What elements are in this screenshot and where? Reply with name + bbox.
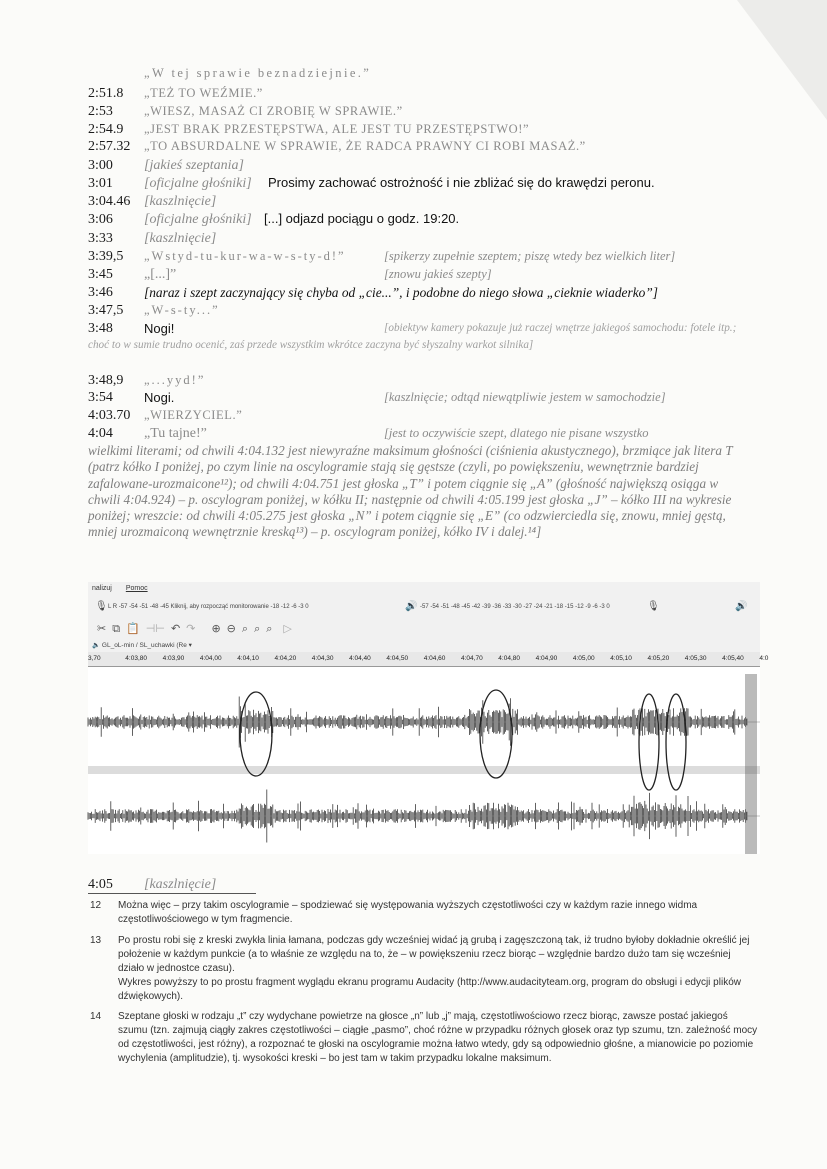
timestamp: 3:47,5 (88, 303, 124, 318)
copy-icon[interactable]: ⧉ (112, 623, 121, 635)
ruler-tick-label: 4:04,40 (349, 655, 371, 662)
cut-icon[interactable]: ✂ (97, 623, 107, 635)
chevron-down-icon[interactable]: ▾ (186, 642, 192, 649)
ruler-tick-label: 4:04,90 (535, 655, 558, 662)
timestamp: 4:05 (88, 877, 113, 892)
transcript-text: „TO ABSURDALNE W SPRAWIE, ŻE RADCA PRAWNY CI ROBI MASAŻ.” (144, 139, 586, 153)
timestamp: 3:01 (88, 176, 113, 191)
ruler-tick-label: 4:05,40 (722, 655, 744, 662)
transcript-note: [jest to oczywiście szept, dlatego nie pisane wszystko (384, 426, 649, 440)
playback-meter-scale[interactable]: -57 -54 -51 -48 -45 -42 -39 -36 -33 -30 -27 -24 -21 -18 -15 -12 -9 -6 -3 0 (420, 604, 610, 610)
paste-icon[interactable]: 📋 (126, 623, 140, 635)
transcript-text: „W-s-ty...” (144, 303, 220, 317)
speaker-icon: 🔈 (92, 642, 101, 649)
timestamp: 3:06 (88, 212, 113, 227)
ruler-tick-label: 4:05,30 (684, 655, 707, 662)
transcript-text: [kaszlnięcie] (144, 877, 217, 892)
footnote-14 (90, 1010, 762, 1080)
ruler-tick-label: 4:04,20 (274, 655, 297, 662)
footnote-13 (90, 934, 762, 1004)
transcript-note: [oficjalne głośniki] (144, 176, 252, 191)
transcript-note: [znowu jakieś szepty] (384, 267, 492, 281)
ruler-tick-label: 4:03,80 (125, 655, 147, 662)
meter-toolbar (88, 596, 760, 620)
timestamp: 3:48 (88, 321, 113, 336)
ruler-tick-label: 4:04,10 (237, 655, 259, 662)
footnote-number: 14 (90, 1011, 102, 1022)
ruler-tick-label: 4:04,00 (199, 655, 222, 662)
transcript-text: [jakieś szeptania] (144, 158, 244, 173)
ruler-tick-label: 4:05,20 (647, 655, 670, 662)
ruler-tick-label: 4:04,70 (461, 655, 483, 662)
transcript-note: [kaszlnięcie; odtąd niewątpliwie jestem w samochodzie] (384, 390, 666, 404)
timestamp: 3:33 (88, 231, 113, 246)
page-corner-fold (737, 0, 827, 120)
edit-toolbar (88, 620, 760, 640)
ruler-tick-label: 4:04,50 (386, 655, 409, 662)
footnote-separator (88, 893, 256, 894)
device-select[interactable]: GL_oL-min / SL_uchawki (Re (101, 642, 187, 649)
footnote-number: 12 (90, 900, 102, 911)
ruler-tick-label: 4:05,10 (610, 655, 632, 662)
transcript-note: [obiektyw kamery pokazuje już raczej wnętrze jakiegoś samochodu: fotele itp.; choć to w sumie trudno ocenić, zaś przede wszystkim wkrótce zaczyna być słyszalny warkot silnika] (88, 322, 737, 351)
speaker-icon[interactable]: 🔊 (405, 601, 418, 612)
timeline-ruler[interactable] (88, 652, 769, 667)
timestamp: 2:51.8 (88, 86, 124, 101)
footnote-text: Można więc – przy takim oscylogramie – spodziewać się występowania wyższych częstotliwości czy w każdym razie innego widma częstotliwościowego w tym fragmencie. (118, 900, 698, 925)
timestamp: 2:53 (88, 104, 113, 119)
zoom-fit-icon[interactable]: ⌕ (254, 623, 261, 635)
ruler-tick-label: 3,70 (88, 655, 101, 662)
transcript-text: „...yyd!” (144, 373, 206, 387)
menu-item-analyze[interactable]: nalizuj (92, 585, 112, 592)
timestamp: 3:04.46 (88, 194, 131, 209)
ruler-tick-label: 4:04,60 (423, 655, 446, 662)
waveform-area[interactable] (88, 674, 760, 854)
timestamp: 2:57.32 (88, 139, 131, 154)
footnote-text: Wykres powyższy to po prostu fragment wyglądu ekranu programu Audacity (http://www.audacityteam.org, program do obsługi i edycji plików dźwiękowych). (118, 977, 741, 1002)
footnote-12 (90, 899, 762, 929)
footnote-number: 13 (90, 935, 102, 946)
speaker-volume-icon[interactable]: 🔊 (735, 601, 748, 612)
transcript-text: Nogi! (144, 321, 175, 336)
transcript-text: „TEŻ TO WEŹMIE.” (144, 86, 263, 100)
menu-item-help[interactable]: Pomoc (125, 585, 148, 592)
timestamp: 3:46 (88, 285, 113, 300)
transcript-text: „Wstyd-tu-kur-wa-w-s-ty-d!” (144, 249, 346, 263)
zoom-selection-icon[interactable]: ⌕ (241, 623, 249, 635)
menu-bar (88, 582, 760, 596)
zoom-out-icon[interactable]: ⊖ (226, 623, 236, 635)
transcript-text: [kaszlnięcie] (144, 194, 217, 209)
timestamp: 4:03.70 (88, 408, 131, 423)
transcript-text: [kaszlnięcie] (144, 231, 217, 246)
transcript-text: „WIESZ, MASAŻ CI ZROBIĘ W SPRAWIE.” (144, 104, 403, 118)
transcript-line-0: „W tej sprawie beznadziejnie.” (144, 66, 372, 80)
timestamp: 3:39,5 (88, 249, 124, 264)
ruler-tick-label: 4:03,90 (162, 655, 185, 662)
footnote-body (118, 934, 758, 1004)
trim-icon[interactable]: ⊣⊢ (145, 623, 165, 635)
transcript-text: „[...]” (144, 267, 177, 282)
footnote-text: Szeptane głoski w rodzaju „t” czy wydychane powietrze na głosce „n” lub „j” mają, częstotliwościowo rzecz biorąc, zawsze postać jakiegoś szumu (tzn. zajmują ciągły zakres częstotliwości – ciągłe „pasmo”, choć różne w przypadku różnych głosek oraz typ szumu, tzn. zależność mocy od częstotliwości, jest różny), a rozpoznać te głoski na oscylogramie można łatwo wtedy, gdy są odpowiednio głośne, a mianowicie po poziomie wychylenia (amplitudzie), tj. wysokości kreski – bo jest tam w takim przypadku lokalne maksimum. (118, 1011, 758, 1064)
ruler-tick-label: 4:0 (759, 655, 769, 662)
play-at-speed-icon[interactable]: ▷ (283, 623, 292, 635)
timestamp: 3:45 (88, 267, 113, 282)
transcript-text: „Tu tajne!” (144, 426, 207, 441)
transcript-text: Nogi. (144, 390, 175, 405)
zoom-in-icon[interactable]: ⊕ (211, 623, 221, 635)
ruler-tick-label: 4:04,30 (311, 655, 334, 662)
circle-IV-annotation (666, 694, 686, 790)
timestamp: 2:54.9 (88, 122, 124, 137)
microphone-volume-icon[interactable]: 🎙 (647, 601, 660, 612)
transcript-note: [spikerzy zupełnie szeptem; piszę wtedy bez wielkich liter] (384, 249, 676, 263)
circle-III-annotation (639, 694, 659, 790)
ruler-tick-label: 4:04,80 (498, 655, 520, 662)
ruler-tick-label: 4:05,00 (572, 655, 595, 662)
record-meter-scale[interactable]: L R -57 -54 -51 -48 -45 Kliknij, aby rozpocząć monitorowanie -18 -12 -6 -3 0 (108, 604, 309, 610)
stereo-waveform (88, 674, 760, 854)
zoom-toggle-icon[interactable]: ⌕ (266, 623, 273, 635)
audacity-screenshot (88, 582, 769, 854)
device-toolbar (88, 640, 760, 652)
footnote-text: Po prostu robi się z kreski zwykła linia łamana, podczas gdy wcześniej widać ją grubą i zagęszczoną tak, iż trudno byłoby dokładnie określić jej położenie w każdym punkcie (a to właśnie ze względu na to, że – w powiększeniu rzecz biorąc – względnie bardzo dużo tam się wcześniej działo w jednostce czasu). (118, 935, 750, 974)
oscillogram-description: wielkimi literami; od chwili 4:04.132 jest niewyraźne maksimum głośności (ciśnienia akustycznego), brzmiące jak litera T (patrz kółko I poniżej, po czym linie na oscylogramie stają się gęstsze (czyli, po powiększeniu, wewnętrznie bardziej zafalowane-urozmaicone¹²); od chwili 4:04.751 jest głoska „T” i potem ciągnie się „A” (głośność największą osiąga w chwili 4:04.924) – p. oscylogram poniżej, w kółku II; następnie od chwili 4:05.199 jest głoska „J” – kółko III na wykresie poniżej; wreszcie: od chwili 4:05.275 jest głoska „N” i potem ciągnie się „E” (co odzwierciedla się, znowu, mniej gęstą, mniej urozmaiconą wewnętrznie kreską¹³) – p. oscylogram poniżej, kółko IV i dalej.¹⁴] (88, 443, 733, 540)
channel-separator (88, 766, 760, 774)
transcript-note: [oficjalne głośniki] (144, 212, 252, 227)
transcript-text: „JEST BRAK PRZESTĘPSTWA, ALE JEST TU PRZESTĘPSTWO!” (144, 122, 530, 136)
microphone-icon[interactable]: 🎙 (95, 601, 108, 612)
timestamp: 3:54 (88, 390, 113, 405)
undo-icon[interactable]: ↶ (170, 623, 181, 635)
transcript-text: [...] odjazd pociągu o godz. 19:20. (264, 211, 460, 226)
timestamp: 4:04 (88, 426, 113, 441)
timestamp: 3:00 (88, 158, 113, 173)
transcript-text: Prosimy zachować ostrożność i nie zbliżać się do krawędzi peronu. (268, 175, 655, 190)
timestamp: 3:48,9 (88, 373, 124, 388)
redo-icon[interactable]: ↷ (186, 623, 196, 635)
transcript-text: „WIERZYCIEL.” (144, 408, 243, 422)
transcript-text: [naraz i szept zaczynający się chyba od „cie...”, i podobne do niego słowa „cieknie wiaderko”] (144, 285, 658, 300)
